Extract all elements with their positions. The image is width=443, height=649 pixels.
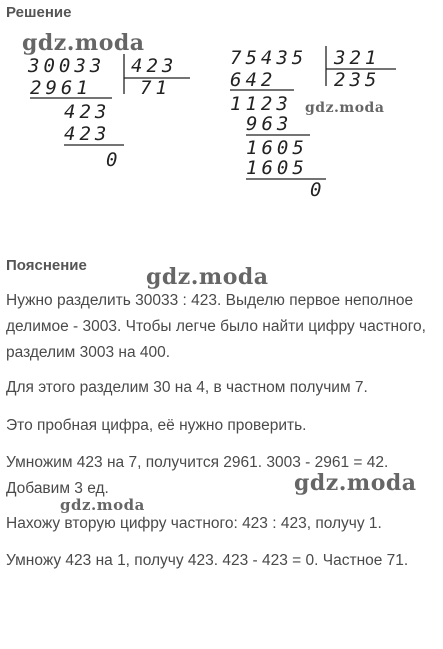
- watermark: gdz.moda: [146, 264, 269, 290]
- explanation-paragraph-6: Умножу 423 на 1, получу 423. 423 - 423 = 0. Частное 71.: [6, 552, 409, 569]
- div1-dividend: 30033: [28, 55, 106, 77]
- watermark: gdz.moda: [294, 470, 417, 496]
- div2-result: 0: [310, 179, 326, 200]
- watermark: gdz.moda: [22, 30, 145, 56]
- div2-dividend: 75435: [230, 47, 308, 69]
- explanation-paragraph-4: Умножим 423 на 7, получится 2961. 3003 - 2961 = 42. Добавим 3 ед.: [6, 454, 389, 497]
- div2-rem1: 1123: [230, 93, 292, 115]
- div2-quotient: 235: [334, 69, 381, 91]
- div2-sub2: 963: [246, 113, 293, 135]
- explanation-paragraph-5: Нахожу вторую цифру частного: 423 : 423, получу 1.: [6, 515, 382, 532]
- explanation-paragraph-2: Для этого разделим 30 на 4, в частном получим 7.: [6, 379, 368, 396]
- div1-rem1: 423: [64, 101, 111, 123]
- div2-sub3: 1605: [246, 157, 308, 179]
- div2-divisor: 321: [334, 47, 381, 69]
- div2-sub1: 642: [230, 69, 277, 91]
- div2-rem2: 1605: [246, 137, 308, 159]
- div1-quotient: 71: [140, 77, 171, 99]
- div1-sub1: 2961: [30, 77, 92, 99]
- watermark: gdz.moda: [305, 100, 385, 116]
- div1-result: 0: [106, 149, 122, 171]
- div1-sub2: 423: [64, 123, 111, 145]
- explanation-paragraph-3: Это пробная цифра, её нужно проверить.: [6, 417, 307, 434]
- explanation-heading: Пояснение: [6, 257, 87, 274]
- div1-divisor: 423: [131, 55, 178, 77]
- long-division-2: [222, 40, 422, 200]
- explanation-paragraph-1: Нужно разделить 30033 : 423. Выделю первое неполное делимое - 3003. Чтобы легче было найти цифру частного, разделим 3003 на 400.: [6, 292, 426, 361]
- long-division-1: [0, 48, 200, 208]
- watermark: gdz.moda: [60, 496, 145, 514]
- solution-heading: Решение: [6, 4, 72, 21]
